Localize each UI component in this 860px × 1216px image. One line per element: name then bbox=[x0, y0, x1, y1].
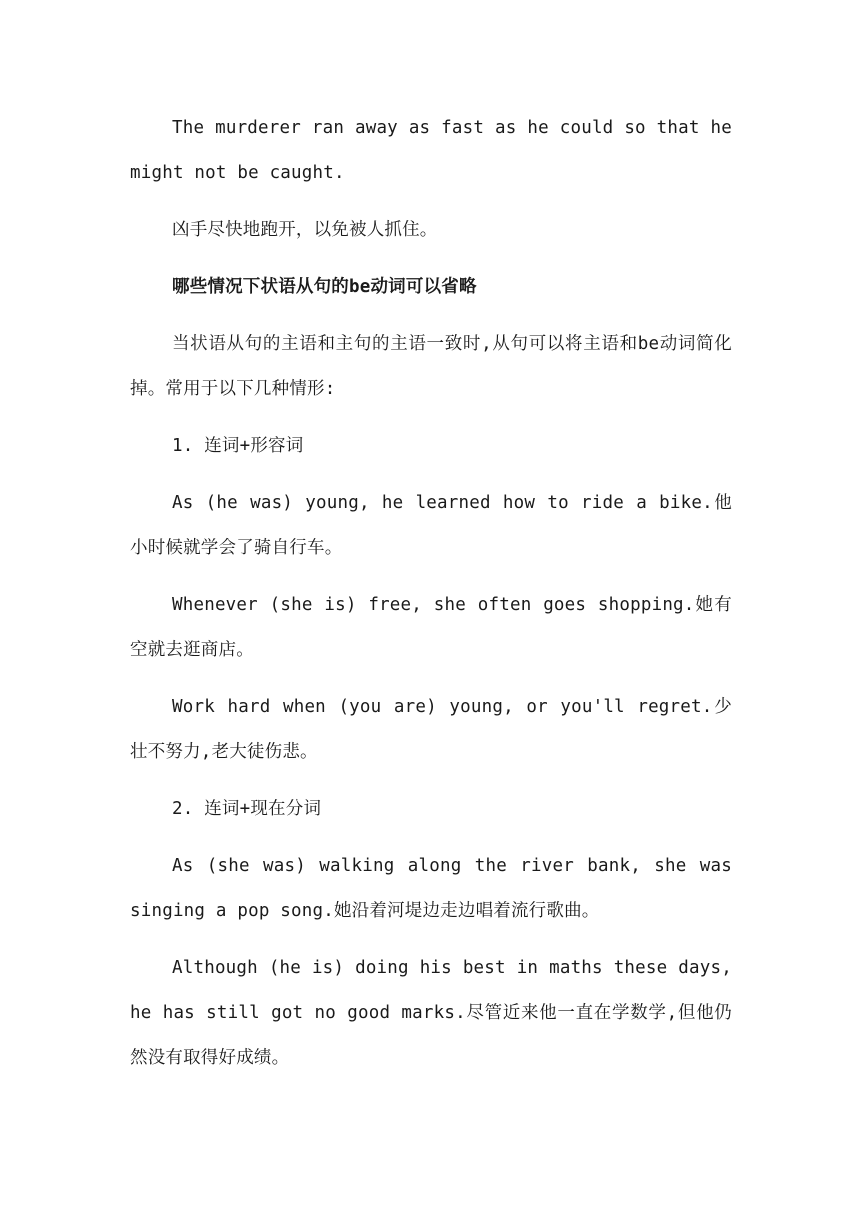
example-sentence-translation: 凶手尽快地跑开，以免被人抓住。 bbox=[172, 220, 438, 240]
case-2-title: 2. 连词+现在分词 bbox=[172, 799, 322, 819]
section-heading: 哪些情况下状语从句的be动词可以省略 bbox=[172, 277, 477, 297]
rule-explanation: 当状语从句的主语和主句的主语一致时,从句可以将主语和be动词简化掉。常用于以下几种情形: bbox=[130, 334, 732, 399]
case-2-example-1: As (she was) walking along the river bank, she was singing a pop song.她沿着河堤边走边唱着流行歌曲。 bbox=[130, 856, 732, 921]
case-2-example-2: Although (he is) doing his best in maths these days, he has still got no good marks.尽管近来他一直在学数学,但他仍然没有取得好成绩。 bbox=[130, 958, 732, 1068]
case-1-example-3: Work hard when (you are) young, or you'll regret.少壮不努力,老大徒伤悲。 bbox=[130, 697, 732, 762]
case-1-example-1: As (he was) young, he learned how to ride a bike.他小时候就学会了骑自行车。 bbox=[130, 493, 732, 558]
case-1-example-2: Whenever (she is) free, she often goes shopping.她有空就去逛商店。 bbox=[130, 595, 732, 660]
case-1-title: 1. 连词+形容词 bbox=[172, 436, 304, 456]
example-sentence-english: The murderer ran away as fast as he could so that he might not be caught. bbox=[130, 118, 732, 183]
document-page bbox=[130, 106, 732, 1093]
